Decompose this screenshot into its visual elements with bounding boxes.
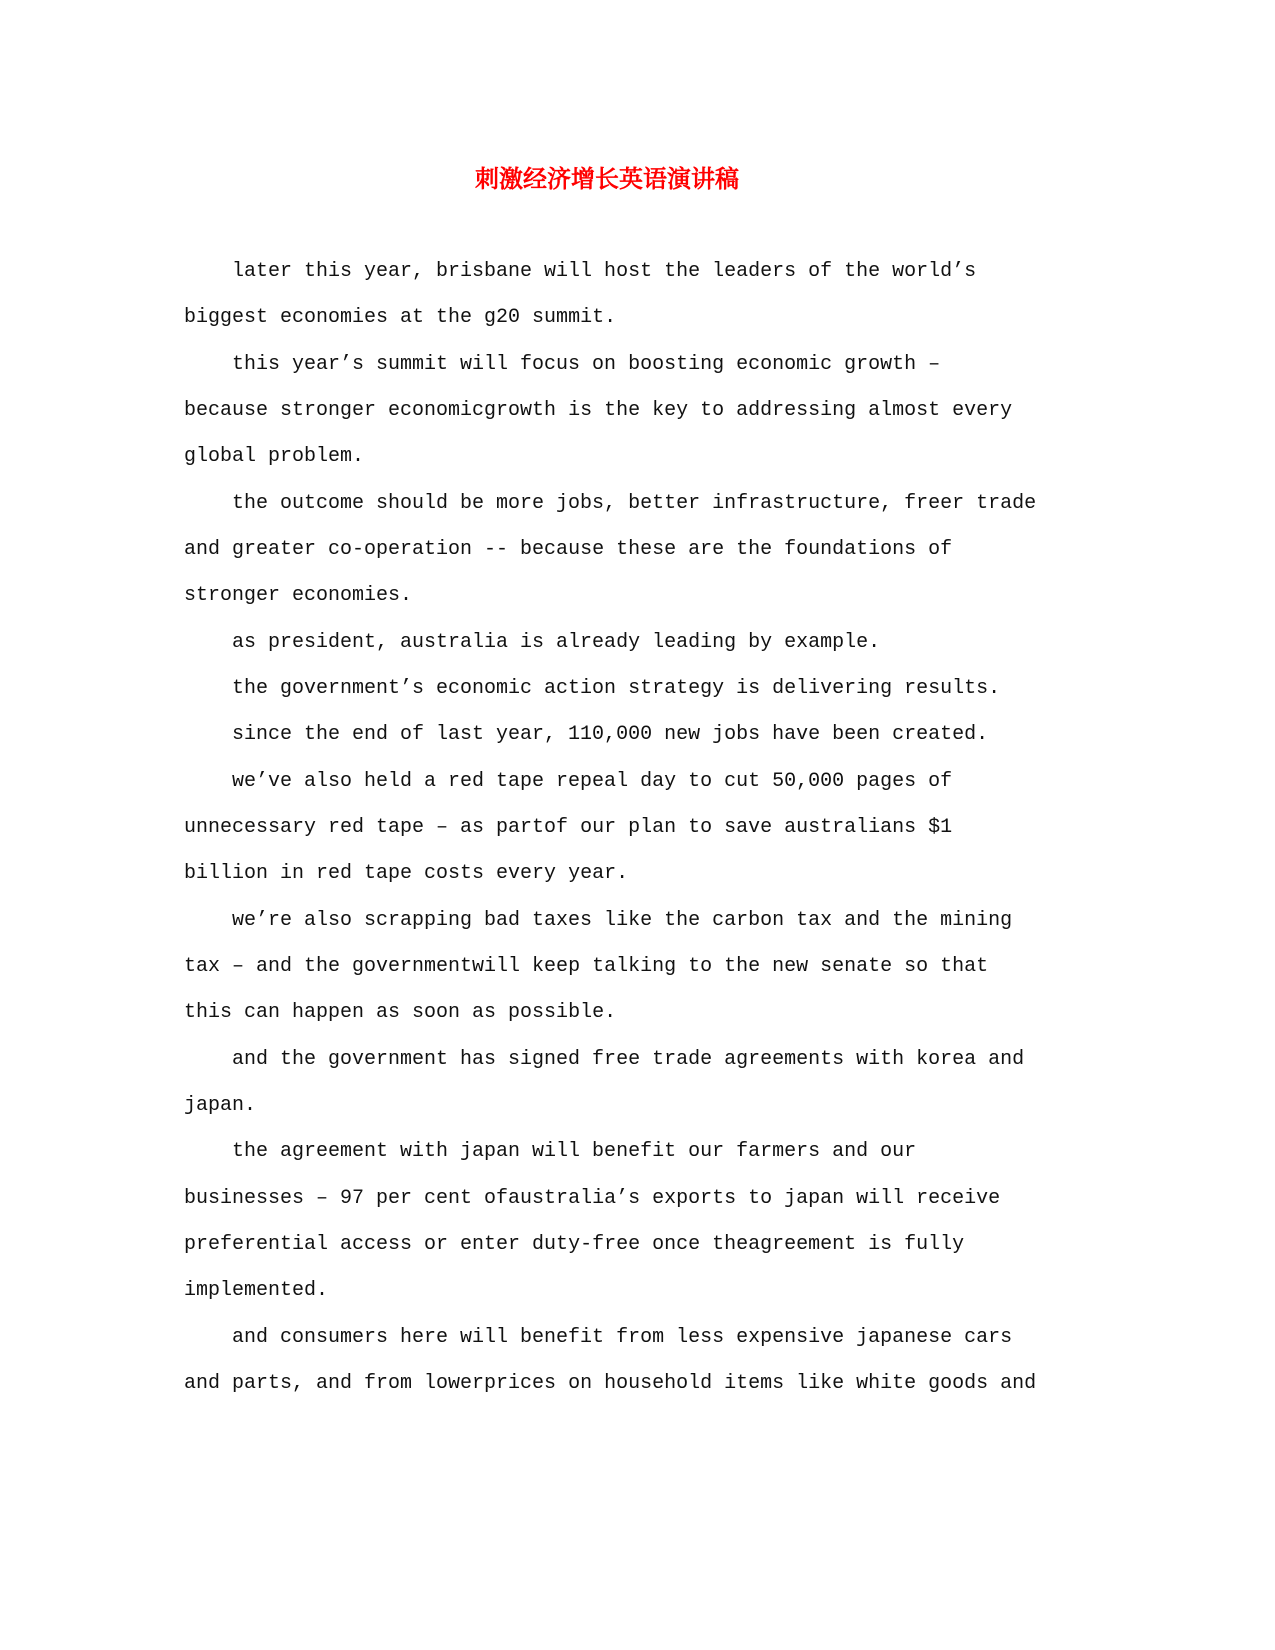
page-title: 刺激经济增长英语演讲稿 (475, 165, 739, 193)
text-line: the outcome should be more jobs, better infrastructure, freer trade (232, 491, 1037, 515)
document-body (184, 249, 1064, 1407)
text-line: global problem. (184, 445, 365, 469)
text-line: and greater co-operation -- because these are the foundations of (184, 537, 953, 561)
text-line: japan. (184, 1093, 257, 1117)
paragraph (184, 1037, 1064, 1130)
text-line: this year’s summit will focus on boosting economic growth – (232, 352, 941, 376)
text-line: preferential access or enter duty-free once theagreement is fully (184, 1232, 965, 1256)
text-line: biggest economies at the g20 summit. (184, 306, 617, 330)
paragraph (184, 1315, 1064, 1408)
text-line: and parts, and from lowerprices on household items like white goods and (184, 1371, 1037, 1395)
text-line: billion in red tape costs every year. (184, 862, 629, 886)
text-line: unnecessary red tape – as partof our plan to save australians $1 (184, 815, 953, 839)
paragraph (184, 481, 1064, 620)
text-line: and the government has signed free trade agreements with korea and (232, 1047, 1025, 1071)
text-line: the agreement with japan will benefit our farmers and our (232, 1140, 917, 1164)
text-line: the government’s economic action strategy is delivering results. (232, 676, 1001, 700)
paragraph (184, 759, 1064, 898)
paragraph (184, 666, 1064, 712)
text-line: since the end of last year, 110,000 new jobs have been created. (232, 723, 989, 747)
text-line: and consumers here will benefit from less expensive japanese cars (232, 1325, 1013, 1349)
text-line: later this year, brisbane will host the leaders of the world’s (232, 260, 977, 283)
paragraph (184, 620, 1064, 666)
paragraph (184, 1129, 1064, 1314)
paragraph (184, 712, 1064, 758)
paragraph (184, 342, 1064, 481)
paragraph (184, 249, 1064, 342)
text-line: we’re also scrapping bad taxes like the carbon tax and the mining (232, 908, 1013, 932)
text-line: because stronger economicgrowth is the key to addressing almost every (184, 398, 1013, 422)
text-line: tax – and the governmentwill keep talking to the new senate so that (184, 954, 989, 978)
text-line: we’ve also held a red tape repeal day to cut 50,000 pages of (232, 769, 953, 793)
text-line: implemented. (184, 1279, 329, 1303)
text-line: stronger economies. (184, 584, 413, 608)
text-line: as president, australia is already leading by example. (232, 630, 881, 654)
text-line: businesses – 97 per cent ofaustralia’s exports to japan will receive (184, 1186, 1001, 1210)
paragraph (184, 898, 1064, 1037)
text-line: this can happen as soon as possible. (184, 1001, 617, 1025)
